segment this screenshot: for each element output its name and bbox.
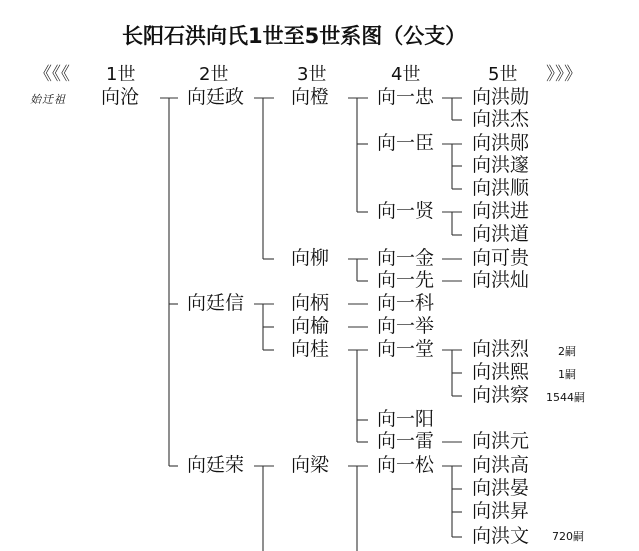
person-gen5: 向洪勋 xyxy=(472,86,530,108)
person-gen4: 向一先 xyxy=(377,269,435,291)
person-gen5: 向洪郧 xyxy=(472,132,530,154)
person-gen5: 向洪灿 xyxy=(472,269,530,291)
person-gen4: 向一金 xyxy=(377,247,435,269)
person-gen3: 向梁 xyxy=(291,454,330,476)
person-gen3: 向柳 xyxy=(291,247,330,269)
header-gen-2: 2世 xyxy=(199,64,229,85)
person-gen5: 向洪道 xyxy=(472,223,530,245)
founder-note: 始迁祖 xyxy=(30,93,66,106)
person-gen2: 向廷信 xyxy=(187,292,245,314)
person-gen5: 向洪察 xyxy=(472,384,530,406)
person-gen5: 向洪烈 xyxy=(472,338,530,360)
person-gen2: 向廷荣 xyxy=(187,454,245,476)
person-gen4: 向一雷 xyxy=(377,430,435,452)
header-left-mark: 《《《 xyxy=(34,64,70,85)
person-gen5: 向洪元 xyxy=(472,430,530,452)
person-gen4: 向一贤 xyxy=(377,200,435,222)
person-gen5: 向洪高 xyxy=(472,454,530,476)
person-gen4: 向一松 xyxy=(377,454,435,476)
person-gen3: 向桂 xyxy=(291,338,330,360)
person-gen5: 向洪熙 xyxy=(472,361,530,383)
person-gen2: 向廷政 xyxy=(187,86,245,108)
header-right-mark: 》》》 xyxy=(546,64,582,85)
descendant-count-note: 2嗣 xyxy=(558,345,576,358)
header-gen-5: 5世 xyxy=(488,64,518,85)
descendant-count-note: 1嗣 xyxy=(558,368,576,381)
descendant-count-note: 720嗣 xyxy=(552,530,584,543)
person-gen5: 向洪邃 xyxy=(472,154,530,176)
header-gen-3: 3世 xyxy=(297,64,327,85)
person-gen4: 向一臣 xyxy=(377,132,435,154)
person-gen5: 向洪进 xyxy=(472,200,530,222)
person-gen5: 向洪文 xyxy=(472,525,530,547)
person-gen5: 向洪顺 xyxy=(472,177,530,199)
person-gen3: 向橙 xyxy=(291,86,330,108)
page-title: 长阳石洪向氏1世至5世系图（公支） xyxy=(122,24,467,48)
header-gen-1: 1世 xyxy=(106,64,136,85)
person-gen3: 向柄 xyxy=(291,292,330,314)
person-gen5: 向洪昇 xyxy=(472,500,530,522)
person-gen5: 向可贵 xyxy=(472,247,530,269)
person-gen4: 向一阳 xyxy=(377,408,435,430)
header-gen-4: 4世 xyxy=(391,64,421,85)
person-gen4: 向一举 xyxy=(377,315,435,337)
person-gen4: 向一科 xyxy=(377,292,435,314)
person-gen5: 向洪杰 xyxy=(472,108,530,130)
descendant-count-note: 1544嗣 xyxy=(546,391,585,404)
person-gen1: 向沧 xyxy=(101,86,140,108)
person-gen4: 向一忠 xyxy=(377,86,435,108)
person-gen5: 向洪晏 xyxy=(472,477,530,499)
person-gen4: 向一堂 xyxy=(377,338,435,360)
person-gen3: 向榆 xyxy=(291,315,330,337)
